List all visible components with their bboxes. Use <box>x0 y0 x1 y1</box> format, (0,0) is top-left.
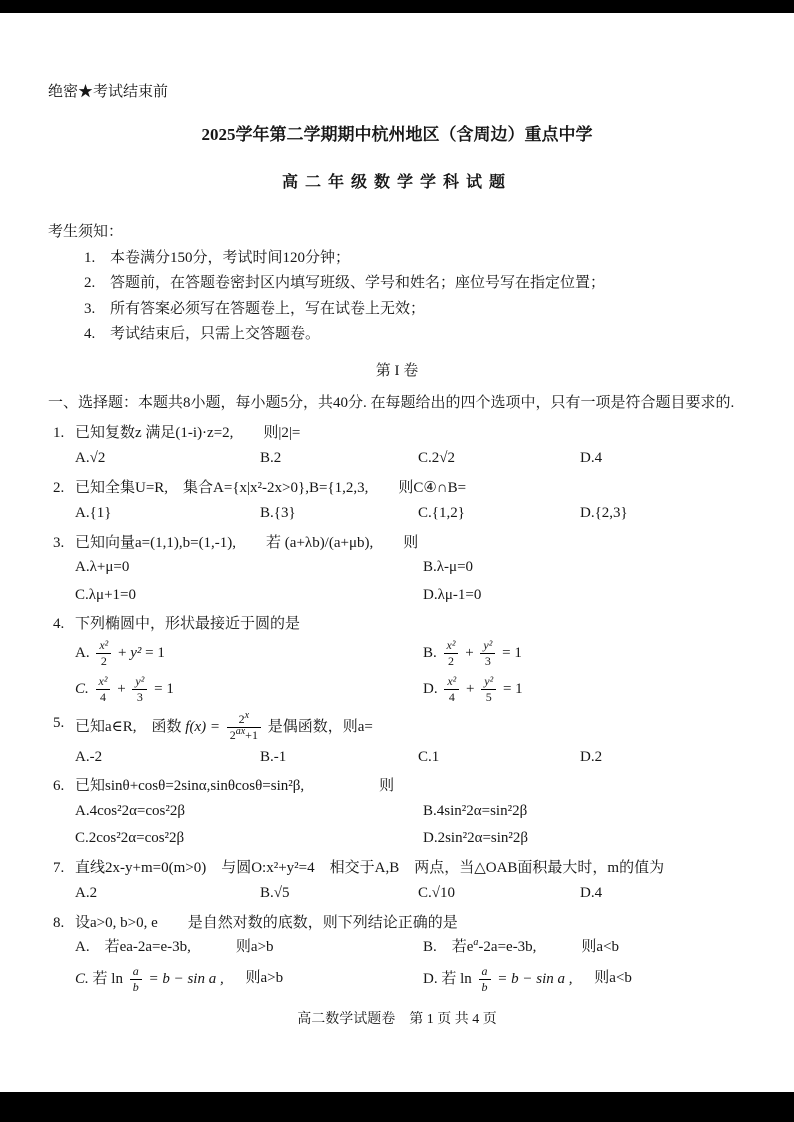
plus-sign: + <box>465 644 474 661</box>
notice-heading: 考生须知： <box>48 224 124 240</box>
fraction <box>227 709 261 743</box>
question-number: 3. <box>53 534 65 551</box>
options-row <box>48 882 746 905</box>
question-8 <box>48 912 746 995</box>
question-stem <box>48 477 746 500</box>
options-row <box>48 746 746 769</box>
question-4 <box>48 613 746 705</box>
question-6 <box>48 775 746 850</box>
question-stem <box>48 422 746 445</box>
question-stem <box>48 532 746 555</box>
question-number: 1. <box>53 424 65 441</box>
ln-symbol: ln <box>111 970 123 987</box>
notice-number: 4. <box>84 326 96 342</box>
option-label: D. <box>423 680 438 697</box>
option-b: B.{3} <box>260 505 296 521</box>
fraction: $\frac{\text{y²}}{5}$ <box>481 674 496 705</box>
plus-sign: + <box>118 644 127 661</box>
option-a: A.√2 <box>75 450 106 466</box>
option-label: D. <box>423 970 438 987</box>
scan-edge-top <box>0 0 794 13</box>
exponent: a <box>473 937 479 948</box>
options-row <box>48 447 746 470</box>
notice-number: 3. <box>84 300 96 317</box>
option-text: -2a=e-3b, 则a<b <box>478 939 620 955</box>
option-c: C.2cos²2α=cos²2β <box>75 830 185 846</box>
option-text: 若 <box>441 970 457 987</box>
exam-subtitle: 高二年级数学学科试题 <box>281 174 512 191</box>
question-text: 已知sinθ+cosθ=2sinα,sinθcosθ=sin²β, 则 <box>75 778 395 794</box>
ln-symbol: ln <box>460 970 472 987</box>
security-label: 绝密★考试结束前 <box>48 84 169 100</box>
notice-number: 1. <box>84 249 96 266</box>
stem-text: 是偶函数，则a= <box>267 718 373 735</box>
fraction: $\frac{\text{y²}}{3}$ <box>132 674 147 705</box>
option-c: C.λμ+1=0 <box>75 586 136 603</box>
notice-item <box>84 297 746 323</box>
notice-text: 考试结束后，只需上交答题卷。 <box>110 326 321 342</box>
option-a <box>75 638 423 669</box>
option-c: C.{1,2} <box>418 505 465 521</box>
question-1 <box>48 422 746 470</box>
page-footer: 高二数学试题卷 第 1 页 共 4 页 <box>297 1011 497 1027</box>
question-stem <box>48 857 746 880</box>
option-b: B.-1 <box>260 748 287 765</box>
question-stem <box>48 709 746 743</box>
equals-one: = 1 <box>154 680 174 697</box>
question-text: 已知向量a=(1,1),b=(1,-1), 若 (a+λb)/(a+μb), 则 <box>75 534 419 551</box>
option-label: C. <box>75 970 89 987</box>
options-grid <box>48 800 746 850</box>
question-5 <box>48 709 746 769</box>
fraction: $\frac{a}{b}$ <box>130 964 142 995</box>
option-a: A.2 <box>75 885 98 901</box>
option-text: B. 若e <box>423 939 474 955</box>
question-number: 6. <box>53 778 65 794</box>
question-number: 8. <box>53 914 65 931</box>
conclusion: 则a>b <box>245 970 284 987</box>
option-b <box>423 936 746 959</box>
option-c: C.√10 <box>418 885 455 901</box>
options-row <box>48 502 746 525</box>
option-label: B. <box>423 644 437 661</box>
denominator: $2^{ax}+1$ <box>229 725 258 742</box>
option-b: B.2 <box>260 450 282 466</box>
exam-page <box>0 13 794 1092</box>
plus-sign: + <box>117 680 126 697</box>
plus-sign: + <box>466 680 475 697</box>
notice-item <box>84 271 746 297</box>
fraction: $\frac{\text{y²}}{3}$ <box>480 638 495 669</box>
option-b: B.√5 <box>260 885 290 901</box>
option-a: A.-2 <box>75 748 103 765</box>
option-c <box>75 964 423 995</box>
question-stem <box>48 775 746 798</box>
equation: = b − sin a , <box>148 970 224 987</box>
question-stem <box>48 613 746 636</box>
question-text <box>75 709 746 743</box>
option-b: B.λ-μ=0 <box>423 559 474 575</box>
question-text: 下列椭圆中，形状最接近于圆的是 <box>75 616 301 632</box>
question-text: 直线2x-y+m=0(m>0) 与圆O:x²+y²=4 相交于A,B 两点，当△OAB面积最大时，m的值为 <box>75 859 665 876</box>
option-d: D.λμ-1=0 <box>423 586 482 603</box>
option-a: A.λ+μ=0 <box>75 559 130 575</box>
question-number: 5. <box>53 714 65 731</box>
fraction: $\frac{\text{x²}}{4}$ <box>96 674 111 705</box>
stem-text: 已知a∈R, 函数 <box>75 718 182 735</box>
equals-one: = 1 <box>502 644 522 661</box>
notice-text: 所有答案必须写在答题卷上，写在试卷上无效； <box>110 300 426 317</box>
option-d <box>423 674 746 705</box>
option-d <box>423 964 746 995</box>
question-3 <box>48 532 746 607</box>
options-grid <box>48 638 746 705</box>
fraction: $\frac{\text{x²}}{2}$ <box>444 638 459 669</box>
scan-edge-bottom <box>0 1092 794 1122</box>
question-number: 2. <box>53 479 65 496</box>
notice-item <box>84 322 746 348</box>
options-grid <box>48 936 746 995</box>
notice-item <box>84 246 746 272</box>
notice-text: 答题前，在答题卷密封区内填写班级、学号和姓名；座位号写在指定位置； <box>110 275 606 291</box>
section-heading: 一、选择题：本题共8小题，每小题5分，共40分. 在每题给出的四个选项中，只有一项是符合题目要求的. <box>48 395 735 411</box>
option-d: D.2 <box>580 748 603 765</box>
option-a: A.{1} <box>75 505 112 521</box>
option-d: D.4 <box>580 885 603 901</box>
notice-list <box>48 246 746 348</box>
question-number: 7. <box>53 859 65 876</box>
question-2 <box>48 477 746 525</box>
fraction: $\frac{\text{x²}}{2}$ <box>96 638 111 669</box>
option-c: C.1 <box>418 748 440 765</box>
options-grid <box>48 556 746 606</box>
function-notation: f(x) = <box>185 718 220 735</box>
option-label: A. <box>75 644 90 661</box>
option-d: D.2sin²2α=sin²2β <box>423 830 529 846</box>
question-text: 已知复数z 满足(1-i)·z=2, 则|2|= <box>75 424 301 441</box>
numerator: 2$^x$ <box>227 712 261 728</box>
notice-number: 2. <box>84 275 96 291</box>
equals-one: = 1 <box>502 680 523 697</box>
option-d: D.4 <box>580 450 603 466</box>
option-a: A. 若ea-2a=e-3b, 则a>b <box>75 939 274 955</box>
question-stem <box>48 912 746 935</box>
option-c: C.2√2 <box>418 450 455 466</box>
term: y² <box>130 644 142 661</box>
question-text: 设a>0, b>0, e 是自然对数的底数，则下列结论正确的是 <box>75 914 458 931</box>
option-d: D.{2,3} <box>580 505 628 521</box>
option-a: A.4cos²2α=cos²2β <box>75 802 186 819</box>
fraction: $\frac{a}{b}$ <box>479 964 491 995</box>
equals-one: = 1 <box>145 644 165 661</box>
conclusion: 则a<b <box>594 970 632 987</box>
option-label: C. <box>75 680 89 697</box>
option-text: 若 <box>92 970 108 987</box>
exam-title: 2025学年第二学期期中杭州地区（含周边）重点中学 <box>201 124 593 144</box>
question-number: 4. <box>53 616 65 632</box>
equation: = b − sin a , <box>497 970 573 987</box>
fraction: $\frac{\text{x²}}{4}$ <box>444 674 459 705</box>
notice-text: 本卷满分150分，考试时间120分钟； <box>110 249 351 266</box>
option-c <box>75 674 423 705</box>
option-b <box>423 638 746 669</box>
question-text: 已知全集U=R, 集合A={x|x²-2x>0},B={1,2,3, 则C④∩B= <box>75 479 467 496</box>
option-b: B.4sin²2α=sin²2β <box>423 802 528 819</box>
part-title: 第 I 卷 <box>375 362 419 379</box>
question-7 <box>48 857 746 905</box>
